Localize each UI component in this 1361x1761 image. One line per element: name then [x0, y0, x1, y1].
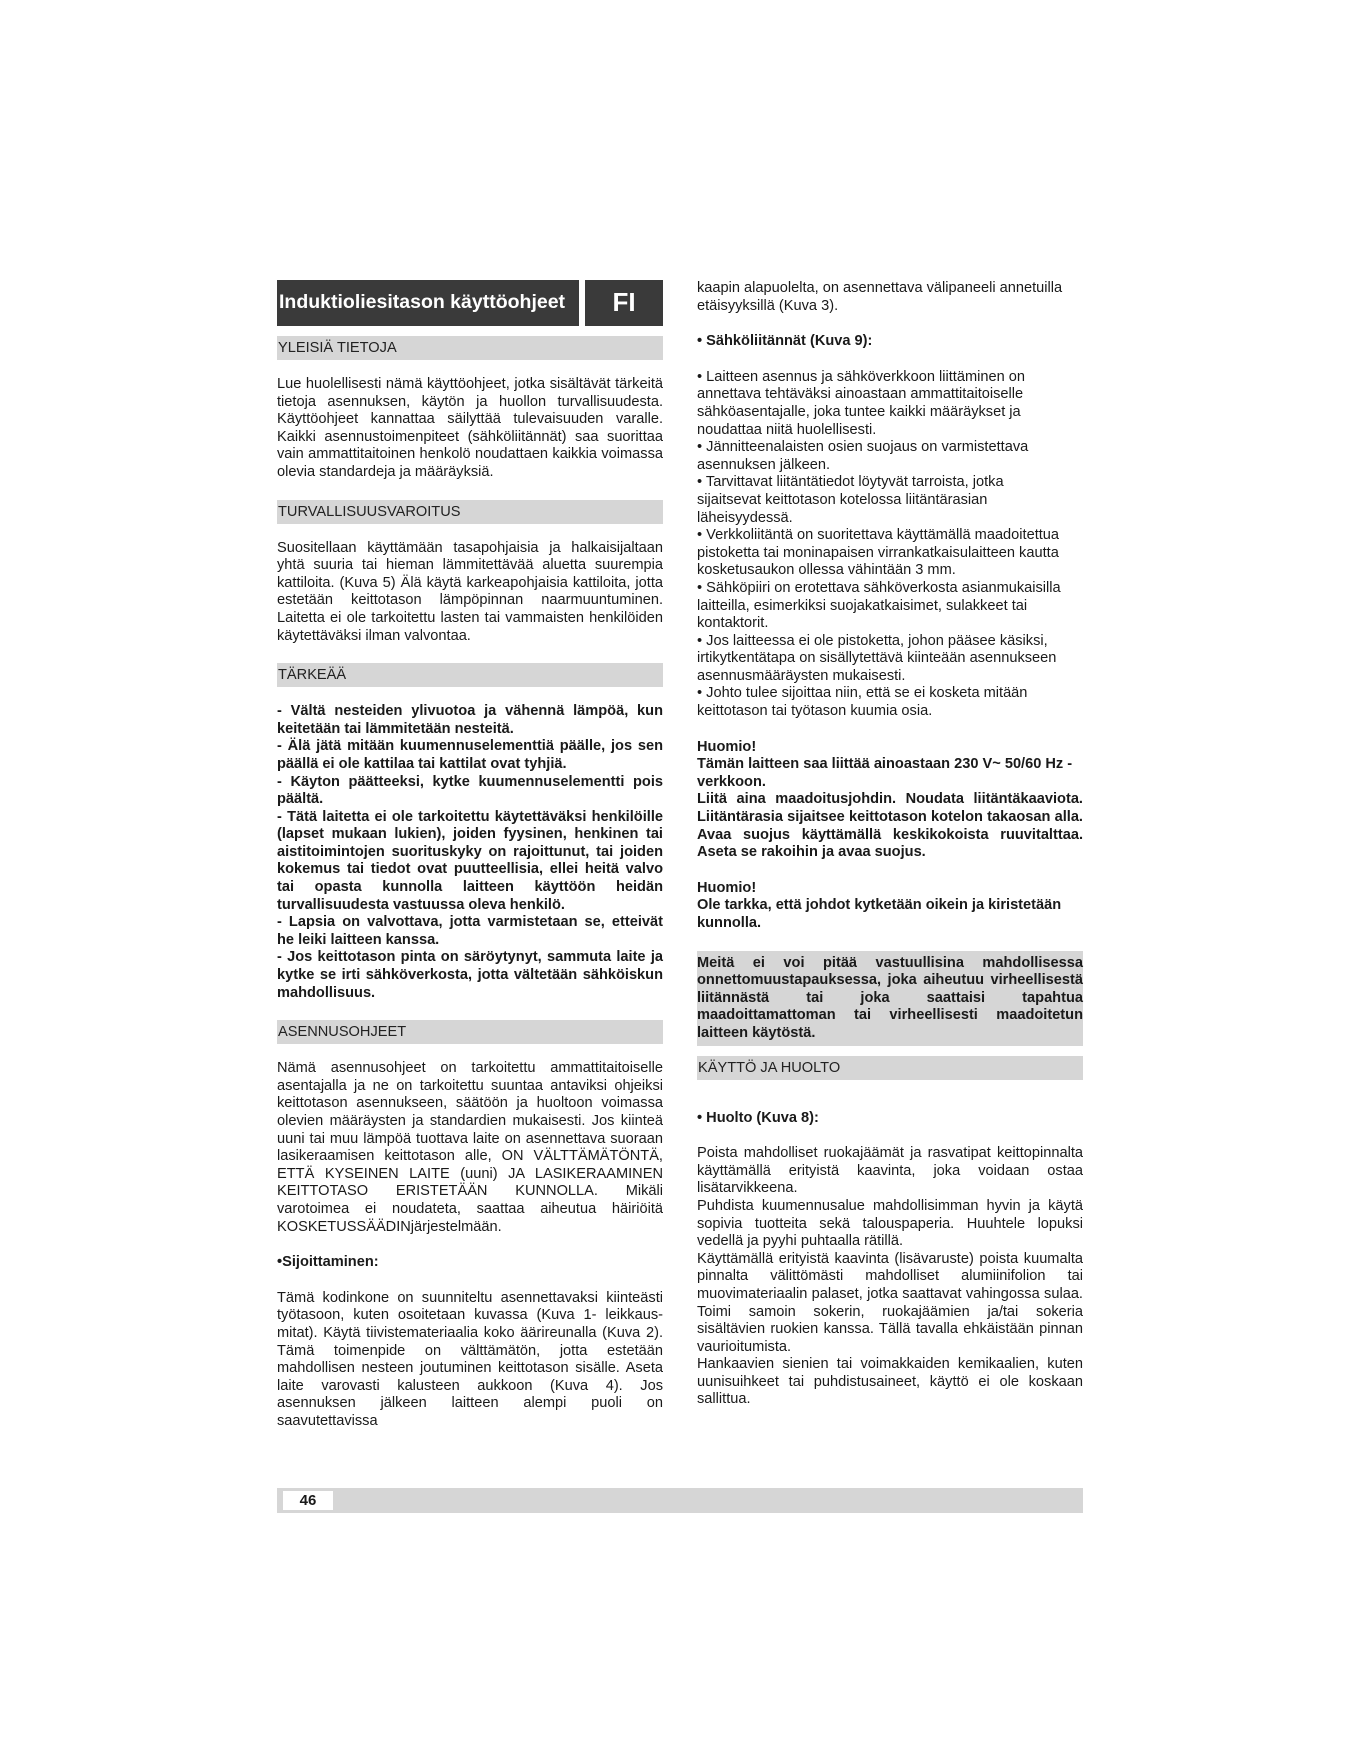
electrical-line: kontaktorit.	[697, 615, 769, 632]
note-2-title: Huomio!	[697, 879, 757, 896]
electrical-line: • Jos laitteessa ei ole pistoketta, johon pääsee käsiksi,	[697, 632, 1048, 649]
note-1-text: Tämän laitteen saa liittää ainoastaan 230 V~ 50/60 Hz -verkkoon.	[697, 756, 1073, 790]
page-number: 46	[283, 1491, 333, 1510]
important-item: - Tätä laitetta ei ole tarkoitettu käytettäväksi henkilöille (lapset mukaan lukien), joiden fyysinen, henkinen tai aistitoimintojen suorituskyky on rajoittunut, tai joiden kokemus tai tiedot ovat puutteellisia, ellei heitä valvo tai opasta kunnolla laitteen käyttöön heidän turvallisuudesta vastuussa oleva henkilö.	[277, 808, 663, 913]
electrical-line: • Jännitteenalaisten osien suojaus on varmistettava	[697, 439, 1029, 456]
placement-title: •Sijoittaminen:	[277, 1254, 379, 1271]
maintenance-paragraph: Poista mahdolliset ruokajäämät ja rasvatipat keittopinnalta käyttämällä erityistä kaavinta, joka voidaan ostaa lisätarvikkeena.	[697, 1145, 1083, 1197]
section-heading-important: TÄRKEÄÄ	[277, 663, 663, 687]
section-heading-general: YLEISIÄ TIETOJA	[277, 336, 663, 360]
important-item: - Lapsia on valvottava, jotta varmistetaan se, etteivät he leiki laitteen kanssa.	[277, 914, 663, 948]
continuation-text: kaapin alapuolelta, on asennettava välipaneeli annetuilla etäisyyksillä (Kuva 3).	[697, 280, 1063, 314]
note-1-title: Huomio!	[697, 738, 757, 755]
section-heading-safety: TURVALLISUUSVAROITUS	[277, 500, 663, 524]
left-column	[277, 280, 663, 1449]
important-item: - Älä jätä mitään kuumennuselementtiä päälle, jos sen päällä ei ole kattilaa tai kattilat ovat tyhjiä.	[277, 738, 663, 772]
section-heading-use: KÄYTTÖ JA HUOLTO	[697, 1056, 1083, 1080]
electrical-line: annettava tehtäväksi ainoastaan ammattitaitoiselle	[697, 386, 1024, 403]
maintenance-paragraph: Hankaavien sienien tai voimakkaiden kemikaalien, kuten uunisuihkeet tai puhdistusaineet, käyttö ei ole koskaan sallittua.	[697, 1356, 1083, 1408]
electrical-line: laitteilla, esimerkiksi suojakatkaisimet, sulakkeet tai	[697, 597, 1028, 614]
general-text: Lue huolellisesti nämä käyttöohjeet, jotka sisältävät tärkeitä tietoja asennuksen, käytön ja huollon turvallisuudesta. Käyttöohjeet kannattaa säilyttää tulevaisuuden varalle. Kaikki asennustoimenpiteet (sähköliitännät) saa suorittaa vain ammattitaitoinen henkolö noudattaen kaikkia voimassa olevia standardeja ja määräyksiä.	[277, 376, 663, 480]
electrical-line: pistoketta tai moninapaisen virrankatkaisulaitteen kautta	[697, 544, 1059, 561]
maintenance-title: • Huolto (Kuva 8):	[697, 1109, 819, 1126]
important-item: - Jos keittotason pinta on säröytynyt, sammuta laite ja kytke se irti sähköverkosta, jotta vältetään sähköiskun mahdollisuus.	[277, 949, 663, 1001]
maintenance-text	[697, 1145, 1083, 1409]
note-1	[697, 739, 1083, 862]
page-title: Induktioliesitason käyttöohjeet	[277, 280, 579, 326]
disclaimer-box: Meitä ei voi pitää vastuullisina mahdollisessa onnettomuustapauksessa, joka aiheutuu virheellisestä liitännästä tai joka saattaisi tapahtua maadoittamattoman tai virheellisesti maadoitetun laitteen käytöstä.	[697, 951, 1083, 1046]
electrical-line: keittotason tai työtason kuumia osia.	[697, 703, 933, 720]
electrical-line: noudattaa niitä huolellisesti.	[697, 421, 877, 438]
maintenance-paragraph: Käyttämällä erityistä kaavinta (lisävaruste) poista kuumalta pinnalta välittömästi mahdolliset alumiinifolion tai muovimateriaalin palaset, jotka saattavat vahingossa sulaa. Toimi samoin sokerin, ruokajäämien ja/tai sokeria sisältävien ruokien kanssa. Tällä tavalla ehkäistään pinnan vaurioitumista.	[697, 1250, 1083, 1355]
note-2-text: Ole tarkka, että johdot kytketään oikein ja kiristetään kunnolla.	[697, 897, 1062, 931]
right-column	[697, 280, 1083, 1409]
safety-text: Suositellaan käyttämään tasapohjaisia ja halkaisijaltaan yhtä suuria tai hieman lämmitettävää aluetta suurempia kattiloita. (Kuva 5) Älä käytä karkeapohjaisia kattiloita, jotta estetään keittotason lämpöpinnan naarmuuntuminen. Laitetta ei ole tarkoitettu lasten tai vammaisten henkilöiden käytettäväksi ilman valvontaa.	[277, 539, 663, 644]
electrical-line: kosketusaukon ollessa vähintään 3 mm.	[697, 562, 956, 579]
electrical-line: • Sähköpiiri on erotettava sähköverkosta asianmukaisilla	[697, 579, 1061, 596]
important-item: - Vältä nesteiden ylivuotoa ja vähennä lämpöä, kun keitetään tai lämmitetään nesteitä.	[277, 703, 663, 737]
electrical-line: • Tarvittavat liitäntätiedot löytyvät tarroista, jotka	[697, 474, 1004, 491]
install-text: Nämä asennusohjeet on tarkoitettu ammattitaitoiselle asentajalla ja ne on tarkoitettu suuntaa antaviksi ohjeiksi keittotason asennukseen, säätöön ja huoltoon voimassa olevien määräysten ja standardien mukaisesti. Jos kiinteä uuni tai muu lämpöä tuottava laite on asennettava suoraan lasikeraamisen keittotason alle, ON VÄLTTÄMÄTÖNTÄ, ETTÄ KYSEINEN LAITE (uuni) JA LASIKERAAMINEN KEITTOTASO ERISTETÄÄN KUNNOLLA. Mikäli varotoimea ei noudateta, saattaa aiheutua häiriöitä KOSKETUSSÄÄDINjärjestelmään.	[277, 1060, 663, 1235]
section-heading-install: ASENNUSOHJEET	[277, 1020, 663, 1044]
electrical-line: • Laitteen asennus ja sähköverkkoon liittäminen on	[697, 368, 1025, 385]
note-1-text-2: Liitä aina maadoitusjohdin. Noudata liitäntäkaaviota. Liitäntärasia sijaitsee keittotason kotelon takaosan alla. Avaa suojus käyttämällä keskikokoista ruuvitalttaa. Aseta se rakoihin ja avaa suojus.	[697, 791, 1083, 861]
placement-text: Tämä kodinkone on suunniteltu asennettavaksi kiinteästi työtasoon, kuten osoitetaan kuvassa (Kuva 1- leikkaus-mitat). Käytä tiivistemateriaalia koko äärireunalla (Kuva 2). Tämä toimenpide on välttämätön, jotta estetään mahdollisen nesteen joutuminen keittotason sisälle. Aseta laite varovasti kalusteen aukkoon (Kuva 4). Jos asennuksen jälkeen laitteen alempi puoli on saavutettavissa	[277, 1289, 663, 1429]
electrical-list	[697, 369, 1083, 721]
electrical-line: • Verkkoliitäntä on suoritettava käyttämällä maadoitettua	[697, 527, 1060, 544]
maintenance-paragraph: Puhdista kuumennusalue mahdollisimman hyvin ja käytä sopivia tuotteita sekä talouspaperia. Huuhtele lopuksi vedellä ja pyyhi puhtaalla rätillä.	[697, 1197, 1083, 1250]
electrical-line: sähköasentajalle, joka tuntee kaikki määräykset ja	[697, 403, 1021, 420]
electrical-line: asennuksen jälkeen.	[697, 456, 831, 473]
important-item: - Käyton päätteeksi, kytke kuumennuselementti pois päältä.	[277, 773, 663, 808]
electrical-line: • Johto tulee sijoittaa niin, että se ei kosketa mitään	[697, 685, 1028, 702]
important-list	[277, 703, 663, 1002]
note-2	[697, 880, 1083, 933]
electrical-line: sijaitsevat keittotason kotelossa liitäntärasian	[697, 491, 988, 508]
electrical-line: irtikytkentätapa on sisällytettävä kiinteään asennukseen	[697, 650, 1057, 667]
electrical-title: • Sähköliitännät (Kuva 9):	[697, 333, 873, 350]
title-bar	[277, 280, 663, 326]
language-badge: FI	[585, 280, 663, 326]
electrical-line: läheisyydessä.	[697, 509, 793, 526]
electrical-line: asennusmääräysten mukaisesti.	[697, 667, 906, 684]
page-footer	[277, 1488, 1083, 1513]
